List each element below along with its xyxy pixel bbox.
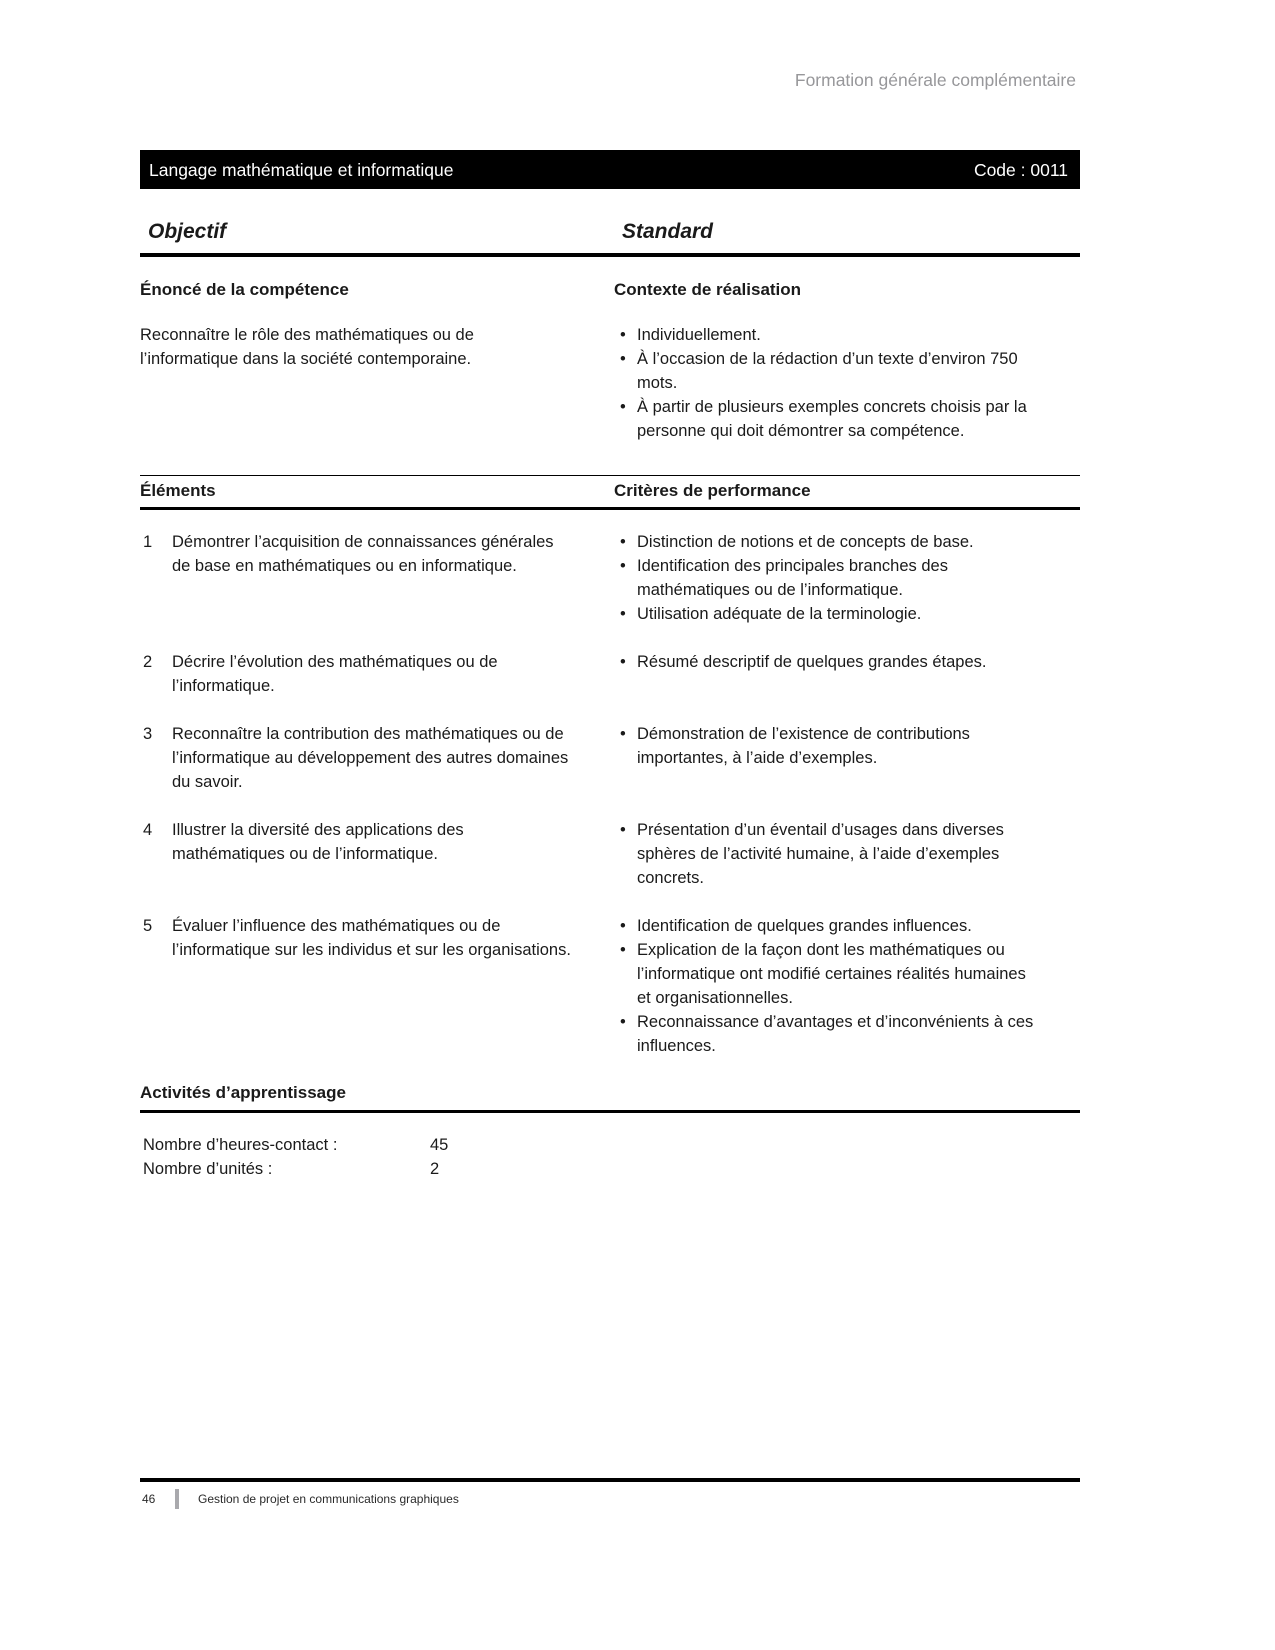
criteres-cell [614,650,1080,698]
element-number: 2 [143,653,153,671]
footer [142,1488,459,1510]
list-item [614,650,1080,674]
activite-label: Nombre d’unités : [143,1160,273,1178]
element-cell [140,914,614,1058]
running-header: Formation générale complémentaire [794,70,1076,90]
list-item [614,722,1080,770]
enonce-column [140,279,614,443]
element-number: 3 [143,725,153,743]
list-item [614,818,1080,890]
page-content [140,189,1080,1181]
list-item [614,530,1080,554]
standard-heading: Standard [622,220,714,243]
table-row [140,818,1080,890]
criteres-cell [614,818,1080,890]
bullet-icon: • [620,653,626,671]
course-title: Langage mathématique et informatique [149,159,454,180]
list-item-text: Démonstration de l’existence de contributions importantes, à l’aide d’exemples. [637,725,970,767]
element-text: Démontrer l’acquisition de connaissances générales de base en mathématiques ou en informatique. [172,533,554,575]
bullet-icon: • [620,533,626,551]
bullet-icon: • [620,605,626,623]
course-code: Code : 0011 [973,159,1068,180]
list-item [614,602,1080,626]
title-bar [140,150,1080,189]
contexte-column [614,279,1080,443]
criteres-cell [614,914,1080,1058]
list-item-text: Identification de quelques grandes influences. [637,917,972,935]
activites-heading: Activités d’apprentissage [140,1082,1080,1113]
list-item-text: Distinction de notions et de concepts de base. [637,533,974,551]
activite-label: Nombre d’heures-contact : [143,1136,338,1154]
competence-section [140,279,1080,443]
element-number: 5 [143,917,153,935]
footer-text: Gestion de projet en communications graphiques [198,1492,459,1506]
objectif-standard-header [140,219,1080,257]
bullet-icon: • [620,821,626,839]
element-number: 1 [143,533,153,551]
list-item [614,554,1080,602]
list-item [614,1010,1080,1058]
element-text: Illustrer la diversité des applications des mathématiques ou de l’informatique. [172,821,464,863]
table-row [140,530,1080,626]
list-item-text: Explication de la façon dont les mathématiques ou l’informatique ont modifié certaines réalités humaines et organisationnelles. [637,941,1026,1007]
page-number: 46 [142,1492,156,1506]
list-item-text: À partir de plusieurs exemples concrets choisis par la personne qui doit démontrer sa compétence. [637,398,1027,440]
activites-rows [140,1133,1080,1181]
footer-divider [175,1489,179,1509]
bullet-icon: • [620,941,626,959]
list-item [614,914,1080,938]
element-text: Reconnaître la contribution des mathématiques ou de l’informatique au développement des autres domaines du savoir. [172,725,569,791]
enonce-text: Reconnaître le rôle des mathématiques ou de l’informatique dans la société contemporaine. [140,326,474,368]
bullet-icon: • [620,350,626,368]
element-number: 4 [143,821,153,839]
contexte-bullets [614,323,1080,443]
list-item [614,395,1080,443]
element-text: Décrire l’évolution des mathématiques ou de l’informatique. [172,653,498,695]
activites-section [140,1082,1080,1181]
criteres-heading: Critères de performance [614,481,811,500]
element-cell [140,722,614,794]
table-row [140,722,1080,794]
list-item-text: Utilisation adéquate de la terminologie. [637,605,922,623]
list-item-text: Reconnaissance d’avantages et d’inconvénients à ces influences. [637,1013,1034,1055]
criteres-cell [614,530,1080,626]
element-cell [140,818,614,890]
criteres-cell [614,722,1080,794]
list-item [614,347,1080,395]
list-item-text: À l’occasion de la rédaction d’un texte d’environ 750 mots. [637,350,1018,392]
bullet-icon: • [620,326,626,344]
bullet-icon: • [620,557,626,575]
objectif-heading: Objectif [148,220,227,243]
bullet-icon: • [620,725,626,743]
bullet-icon: • [620,398,626,416]
activite-row [140,1157,1080,1181]
table-row [140,650,1080,698]
list-item-text: Identification des principales branches des mathématiques ou de l’informatique. [637,557,948,599]
list-item-text: Présentation d’un éventail d’usages dans diverses sphères de l’activité humaine, à l’aide d’exemples concrets. [637,821,1004,887]
activite-value: 2 [430,1160,440,1178]
element-cell [140,650,614,698]
list-item-text: Individuellement. [637,326,761,344]
element-text: Évaluer l’influence des mathématiques ou de l’informatique sur les individus et sur les organisations. [172,917,571,959]
footer-rule [140,1478,1080,1482]
bullet-icon: • [620,1013,626,1031]
elements-heading: Éléments [140,481,216,500]
bullet-icon: • [620,917,626,935]
elements-criteres-header [140,475,1080,510]
activite-value: 45 [430,1136,449,1154]
table-row [140,914,1080,1058]
list-item [614,323,1080,347]
list-item-text: Résumé descriptif de quelques grandes étapes. [637,653,987,671]
list-item [614,938,1080,1010]
enonce-heading: Énoncé de la compétence [140,280,349,299]
activite-row [140,1133,1080,1157]
element-cell [140,530,614,626]
contexte-heading: Contexte de réalisation [614,280,802,299]
